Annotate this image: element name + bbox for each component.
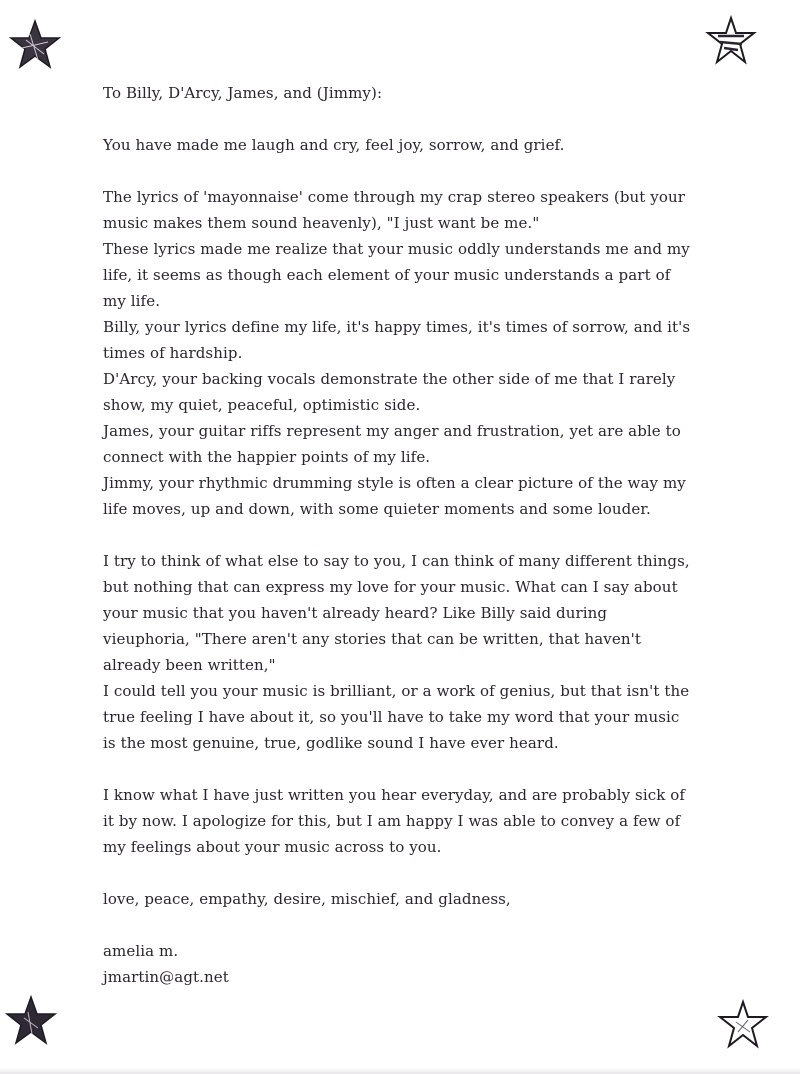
paragraph-1-line: These lyrics made me realize that your music oddly understands me and my life, it seems as though each element of your music understands a part of my life.	[103, 240, 690, 310]
paragraph-1-line: D'Arcy, your backing vocals demonstrate the other side of me that I rarely show, my quiet, peaceful, optimistic side.	[103, 370, 676, 414]
signature-email: jmartin@agt.net	[103, 968, 229, 986]
star-icon-top-right	[704, 14, 758, 68]
paragraph-2-line: I try to think of what else to say to you, I can think of many different things, but nothing that can express my love for your music. What can I say about your music that you haven't already heard? Like Billy said during vieuphoria, "There aren't any stories that can be written, that haven't already been written,"	[103, 552, 690, 674]
signature-name: amelia m.	[103, 942, 179, 960]
star-icon-top-left	[8, 18, 62, 72]
paragraph-2-line: I could tell you your music is brilliant, or a work of genius, but that isn't the true feeling I have about it, so you'll have to take my word that your music is the most genuine, true, godlike sound I have ever heard.	[103, 682, 690, 752]
paragraph-3: I know what I have just written you hear everyday, and are probably sick of it by now. I apologize for this, but I am happy I was able to convey a few of my feelings about your music across to you.	[103, 786, 686, 856]
paragraph-1-line: Billy, your lyrics define my life, it's happy times, it's times of sorrow, and it's times of hardship.	[103, 318, 691, 362]
intro-line: You have made me laugh and cry, feel joy, sorrow, and grief.	[103, 136, 565, 154]
paragraph-1-line: Jimmy, your rhythmic drumming style is often a clear picture of the way my life moves, up and down, with some quieter moments and some louder.	[103, 474, 686, 518]
scan-edge	[0, 1068, 800, 1074]
closing-line: love, peace, empathy, desire, mischief, and gladness,	[103, 890, 511, 908]
star-icon-bottom-right	[716, 998, 770, 1052]
salutation: To Billy, D'Arcy, James, and (Jimmy):	[103, 84, 383, 102]
letter-body	[103, 80, 693, 990]
star-icon-bottom-left	[4, 994, 58, 1048]
paragraph-1-line: The lyrics of 'mayonnaise' come through my crap stereo speakers (but your music makes them sound heavenly), "I just want be me."	[103, 188, 686, 232]
paragraph-1-line: James, your guitar riffs represent my anger and frustration, yet are able to connect with the happier points of my life.	[103, 422, 681, 466]
